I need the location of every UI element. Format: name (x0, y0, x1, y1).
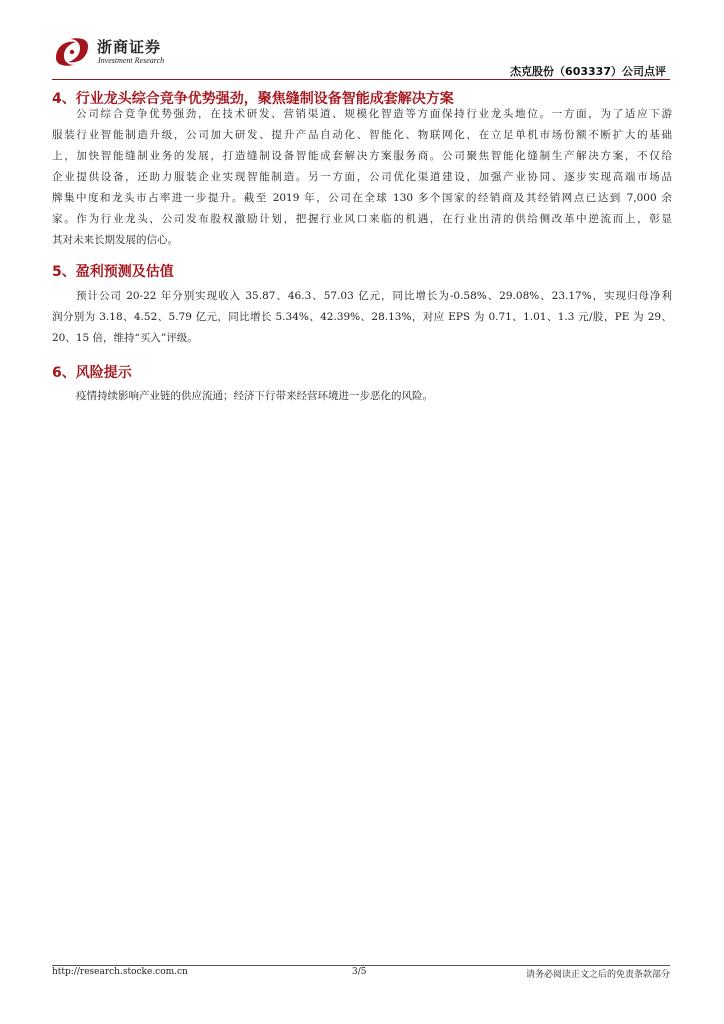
paragraph-line: 润分别为 3.18、4.52、5.79 亿元，同比增长 5.34%、42.39%、28.13%，对应 EPS 为 0.71、1.01、1.3 元/股，PE 为 29、 (52, 311, 672, 323)
header-divider (52, 79, 670, 80)
section-body-industry-leader (52, 104, 672, 251)
section-body-risk (52, 386, 672, 407)
report-title: 杰克股份（603337）公司点评 (510, 65, 666, 78)
paragraph-line: 公司综合竞争优势强劲，在技术研发、营销渠道、规模化智造等方面保持行业龙头地位。一方面，为了适应下游 (76, 108, 672, 120)
section-heading-industry-leader: 4、行业龙头综合竞争优势强劲，聚焦缝制设备智能成套解决方案 (52, 91, 454, 107)
section-heading-forecast: 5、盈利预测及估值 (52, 264, 174, 280)
page-number: 3/5 (352, 967, 367, 977)
paragraph-line: 牌集中度和龙头市占率进一步提升。截至 2019 年，公司在全球 130 多个国家的经销商及其经销网点已达到 7,000 余 (52, 192, 672, 204)
paragraph-line: 疫情持续影响产业链的供应流通；经济下行带来经营环境进一步恶化的风险。 (76, 390, 433, 402)
paragraph-line: 上，加快智能缝制业务的发展，打造缝制设备智能成套解决方案服务商。公司聚焦智能化缝制生产解决方案，不仅给 (52, 150, 672, 162)
section-body-forecast (52, 286, 672, 349)
paragraph-line: 服装行业智能制造升级，公司加大研发、提升产品自动化、智能化、物联网化，在立足单机市场份额不断扩大的基础 (52, 129, 672, 141)
paragraph-line: 家。作为行业龙头，公司发布股权激励计划，把握行业风口来临的机遇，在行业出清的供给侧改革中逆流而上，彰显 (52, 213, 672, 225)
footer-disclaimer: 请务必阅读正文之后的免责条款部分 (525, 970, 670, 980)
paragraph-line: 预计公司 20-22 年分别实现收入 35.87、46.3、57.03 亿元，同比增长为-0.58%、29.08%、23.17%，实现归母净利 (76, 290, 672, 302)
paragraph-line: 企业提供设备，还助力服装企业实现智能制造。另一方面，公司优化渠道建设，加强产业协同、逐步实现高端市场品 (52, 171, 672, 183)
footer-url-link[interactable]: http://research.stocke.com.cn (52, 967, 188, 977)
footer-divider (52, 965, 670, 966)
paragraph-line: 其对未来长期发展的信心。 (52, 234, 178, 246)
section-heading-risk: 6、风险提示 (52, 365, 132, 381)
logo-text-en: Investment Research (98, 56, 165, 65)
paragraph-line: 20、15 倍，维持“买入”评级。 (52, 332, 198, 344)
brokerage-logo-icon (52, 36, 92, 68)
logo-text-cn: 浙商证券 (97, 38, 162, 56)
